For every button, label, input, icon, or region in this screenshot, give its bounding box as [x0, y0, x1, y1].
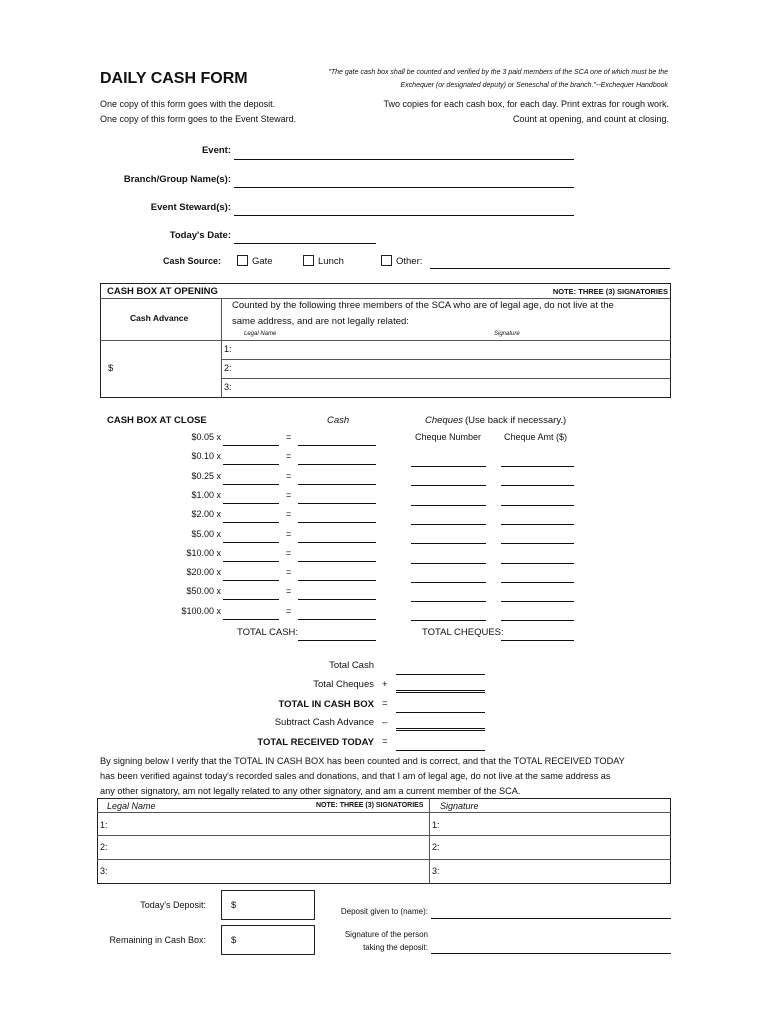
- signature-taker-line-1: Signature of the person: [344, 930, 428, 939]
- sign-name-row-3[interactable]: 3:: [100, 866, 108, 876]
- cash-advance-dollar: $: [108, 363, 114, 374]
- summary-total-cheques-field[interactable]: [396, 690, 485, 693]
- denomination-label: $20.00 x: [186, 567, 221, 577]
- opening-header-divider: [100, 298, 671, 299]
- denomination-amount-field[interactable]: [298, 542, 376, 543]
- denomination-equals: =: [286, 548, 292, 558]
- denomination-amount-field[interactable]: [298, 599, 376, 600]
- denomination-amount-field[interactable]: [298, 619, 376, 620]
- todays-deposit-dollar: $: [231, 900, 237, 911]
- opening-row-3[interactable]: 3:: [224, 382, 232, 392]
- cheque-amount-field[interactable]: [501, 524, 574, 525]
- summary-subtract-label: Subtract Cash Advance: [274, 717, 374, 728]
- denomination-count-field[interactable]: [223, 561, 279, 562]
- cheque-number-field[interactable]: [411, 505, 486, 506]
- other-label: Other:: [396, 256, 423, 267]
- opening-header: CASH BOX AT OPENING: [107, 286, 218, 297]
- summary-eq-1: =: [382, 698, 388, 709]
- cheque-number-field[interactable]: [411, 485, 486, 486]
- opening-signature-header: Signature: [494, 331, 520, 337]
- total-cheques-field[interactable]: [501, 640, 574, 641]
- denomination-equals: =: [286, 529, 292, 539]
- summary-subtract-field[interactable]: [396, 728, 485, 731]
- summary-total-in-box-label: TOTAL IN CASH BOX: [278, 699, 374, 710]
- sign-row-line-1: [97, 835, 671, 836]
- opening-note: NOTE: THREE (3) SIGNATORIES: [552, 287, 668, 296]
- summary-total-received-label: TOTAL RECEIVED TODAY: [257, 737, 374, 748]
- opening-legal-name-header: Legal Name: [244, 331, 277, 337]
- remaining-dollar: $: [231, 935, 237, 946]
- steward-label: Event Steward(s):: [150, 202, 231, 213]
- form-title: DAILY CASH FORM: [100, 70, 248, 87]
- summary-minus: –: [382, 717, 388, 728]
- summary-plus: +: [382, 679, 388, 690]
- sign-row-line-2: [97, 859, 671, 860]
- instruction-right-1: Two copies for each cash box, for each day. Print extras for rough work.: [383, 99, 669, 109]
- branch-label: Branch/Group Name(s):: [123, 174, 231, 185]
- denomination-amount-field[interactable]: [298, 561, 376, 562]
- summary-total-cash-field[interactable]: [396, 674, 485, 675]
- cheque-number-field[interactable]: [411, 543, 486, 544]
- sign-sig-row-1[interactable]: 1:: [432, 820, 440, 830]
- summary-total-in-box-field[interactable]: [396, 712, 485, 713]
- denomination-count-field[interactable]: [223, 464, 279, 465]
- cheques-column-header: Cheques: [425, 415, 464, 426]
- denomination-label: $2.00 x: [191, 509, 221, 519]
- signature-column-divider: [429, 798, 430, 884]
- denomination-equals: =: [286, 606, 292, 616]
- signature-legal-name-header: Legal Name: [107, 801, 156, 811]
- remaining-label: Remaining in Cash Box:: [109, 935, 206, 945]
- denomination-amount-field[interactable]: [298, 580, 376, 581]
- denomination-equals: =: [286, 451, 292, 461]
- cheque-amount-field[interactable]: [501, 485, 574, 486]
- denomination-count-field[interactable]: [223, 522, 279, 523]
- denomination-count-field[interactable]: [223, 542, 279, 543]
- denomination-count-field[interactable]: [223, 484, 279, 485]
- cheque-number-field[interactable]: [411, 601, 486, 602]
- summary-total-cheques-label: Total Cheques: [313, 679, 374, 690]
- denomination-equals: =: [286, 490, 292, 500]
- signature-note: NOTE: THREE (3) SIGNATORIES: [316, 802, 424, 809]
- advance-divider: [100, 340, 221, 341]
- opening-statement-2: same address, and are not legally related:: [232, 316, 409, 327]
- event-label: Event:: [201, 145, 231, 156]
- total-cheques-label: TOTAL CHEQUES:: [422, 627, 504, 638]
- denomination-amount-field[interactable]: [298, 464, 376, 465]
- instruction-left-2: One copy of this form goes to the Event Steward.: [100, 114, 297, 124]
- cheque-number-field[interactable]: [411, 563, 486, 564]
- gate-checkbox[interactable]: [237, 255, 248, 266]
- opening-row-line-2: [221, 378, 671, 379]
- denomination-label: $0.10 x: [191, 451, 221, 461]
- signature-table: [97, 798, 671, 884]
- instruction-right-2: Count at opening, and count at closing.: [512, 114, 669, 124]
- cheque-amount-field[interactable]: [501, 543, 574, 544]
- quote-line-2: Exchequer (or designated deputy) or Seneschal of the branch."--Exchequer Handbook: [400, 82, 668, 89]
- cheque-amount-field[interactable]: [501, 601, 574, 602]
- opening-row-line-0: [221, 340, 671, 341]
- sign-sig-row-3[interactable]: 3:: [432, 866, 440, 876]
- sign-name-row-1[interactable]: 1:: [100, 820, 108, 830]
- opening-row-1[interactable]: 1:: [224, 344, 232, 354]
- denomination-equals: =: [286, 471, 292, 481]
- closing-header: CASH BOX AT CLOSE: [107, 415, 207, 426]
- denomination-count-field[interactable]: [223, 503, 279, 504]
- denomination-count-field[interactable]: [223, 445, 279, 446]
- cheque-number-field[interactable]: [411, 620, 486, 621]
- cheque-amount-field[interactable]: [501, 563, 574, 564]
- verify-line-2: has been verified against today's recorded sales and donations, and that I am of legal age, do not live at the same address as: [100, 771, 611, 781]
- signature-taker-line-2: taking the deposit:: [363, 943, 428, 952]
- todays-deposit-label: Today's Deposit:: [140, 900, 206, 910]
- date-label: Today's Date:: [169, 230, 231, 241]
- cheque-number-field[interactable]: [411, 524, 486, 525]
- cheque-amount-field[interactable]: [501, 466, 574, 467]
- denomination-label: $0.25 x: [191, 471, 221, 481]
- total-cash-label: TOTAL CASH:: [237, 627, 299, 638]
- opening-statement-1: Counted by the following three members of the SCA who are of legal age, do not live at the: [232, 300, 614, 311]
- denomination-amount-field[interactable]: [298, 484, 376, 485]
- denomination-label: $50.00 x: [186, 586, 221, 596]
- cash-advance-label: Cash Advance: [130, 313, 189, 323]
- instruction-left-1: One copy of this form goes with the deposit.: [100, 99, 276, 109]
- denomination-equals: =: [286, 586, 292, 596]
- denomination-count-field[interactable]: [223, 619, 279, 620]
- cheque-amount-header: Cheque Amt ($): [504, 432, 568, 442]
- cheque-amount-field[interactable]: [501, 582, 574, 583]
- opening-row-2[interactable]: 2:: [224, 363, 232, 373]
- cheque-number-field[interactable]: [411, 582, 486, 583]
- denomination-count-field[interactable]: [223, 599, 279, 600]
- denomination-equals: =: [286, 567, 292, 577]
- denomination-equals: =: [286, 432, 292, 442]
- deposit-given-to-label: Deposit given to (name):: [340, 907, 428, 916]
- total-cash-field[interactable]: [298, 640, 376, 641]
- signature-header: Signature: [440, 801, 479, 811]
- steward-field[interactable]: [234, 215, 574, 216]
- denomination-label: $1.00 x: [191, 490, 221, 500]
- lunch-checkbox[interactable]: [303, 255, 314, 266]
- denomination-count-field[interactable]: [223, 580, 279, 581]
- source-label: Cash Source:: [162, 256, 221, 266]
- cash-column-header: Cash: [327, 415, 350, 426]
- signature-taker-field[interactable]: [431, 953, 671, 954]
- quote-line-1: "The gate cash box shall be counted and verified by the 3 paid members of the SCA one of which must be the: [328, 69, 668, 76]
- opening-column-divider: [221, 298, 222, 398]
- other-field[interactable]: [430, 268, 670, 269]
- denomination-amount-field[interactable]: [298, 522, 376, 523]
- other-checkbox[interactable]: [381, 255, 392, 266]
- cheques-note: (Use back if necessary.): [465, 415, 567, 426]
- gate-label: Gate: [252, 256, 273, 267]
- denomination-label: $0.05 x: [191, 432, 221, 442]
- cheque-amount-field[interactable]: [501, 620, 574, 621]
- summary-eq-2: =: [382, 736, 388, 747]
- date-field[interactable]: [234, 243, 376, 244]
- sign-sig-row-2[interactable]: 2:: [432, 842, 440, 852]
- deposit-given-to-field[interactable]: [431, 918, 671, 919]
- opening-row-line-1: [221, 359, 671, 360]
- cheque-number-field[interactable]: [411, 466, 486, 467]
- cheque-number-header: Cheque Number: [415, 432, 482, 442]
- cheque-amount-field[interactable]: [501, 505, 574, 506]
- lunch-label: Lunch: [318, 256, 344, 267]
- denomination-label: $10.00 x: [186, 548, 221, 558]
- summary-total-cash-label: Total Cash: [329, 660, 374, 671]
- denomination-equals: =: [286, 509, 292, 519]
- verify-line-1: By signing below I verify that the TOTAL IN CASH BOX has been counted and is correct, and that the TOTAL RECEIVED TODAY: [100, 756, 625, 766]
- event-field[interactable]: [234, 159, 574, 160]
- branch-field[interactable]: [234, 187, 574, 188]
- verify-line-3: any other signatory, am not legally related to any other signatory, and am a current member of the SCA.: [100, 786, 521, 796]
- denomination-label: $100.00 x: [181, 606, 221, 616]
- denomination-amount-field[interactable]: [298, 445, 376, 446]
- denomination-label: $5.00 x: [191, 529, 221, 539]
- summary-total-received-field[interactable]: [396, 750, 485, 751]
- signature-header-divider: [97, 812, 671, 813]
- denomination-amount-field[interactable]: [298, 503, 376, 504]
- sign-name-row-2[interactable]: 2:: [100, 842, 108, 852]
